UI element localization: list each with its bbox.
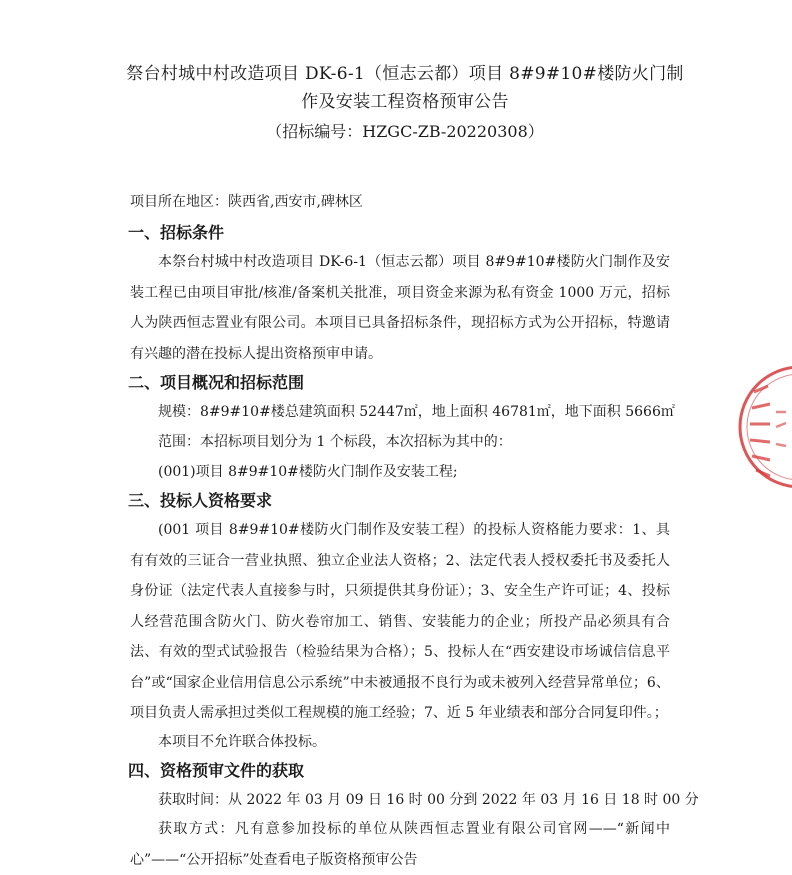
bidding-conditions-paragraph: 本祭台村城中村改造项目 DK-6-1（恒志云都）项目 8#9#10#楼防火门制作及安装工程已由项目审批/核准/备案机关批准，项目资金来源为私有资金 1000 万元，招标人为陕西恒志置业有限公司。本项目已具备招标条件，现招标方式为公开招标，特邀请有兴趣的潜在投标人提出资格预审申请。 bbox=[130, 254, 670, 362]
project-scale: 规模：8#9#10#楼总建筑面积 52447㎡，地上面积 46781㎡，地下面积 5666㎡ bbox=[158, 404, 675, 420]
project-region: 项目所在地区：陕西省,西安市,碑林区 bbox=[130, 194, 363, 210]
document-title: 祭台村城中村改造项目 DK-6-1（恒志云都）项目 8#9#10#楼防火门制作及安装工程资格预审公告 bbox=[126, 64, 684, 112]
section-heading-document-acquisition: 四、资格预审文件的获取 bbox=[128, 761, 305, 780]
tender-code: （招标编号：HZGC-ZB-20220308） bbox=[266, 122, 544, 141]
section-heading-bidding-conditions: 一、招标条件 bbox=[128, 223, 225, 242]
joint-bid-note: 本项目不允许联合体投标。 bbox=[158, 734, 326, 750]
acquisition-time: 获取时间：从 2022 年 03 月 09 日 16 时 00 分到 2022 年 03 月 16 日 18 时 00 分 bbox=[158, 792, 699, 808]
section-heading-project-overview: 二、项目概况和招标范围 bbox=[128, 373, 305, 392]
acquisition-method: 获取方式：凡有意参加投标的单位从陕西恒志置业有限公司官网——“新闻中心”——“公开招标”处查看电子版资格预审公告 bbox=[130, 821, 670, 868]
project-lot: (001)项目 8#9#10#楼防火门制作及安装工程; bbox=[158, 464, 458, 480]
bidder-qualifications-paragraph: (001 项目 8#9#10#楼防火门制作及安装工程）的投标人资格能力要求：1、具有有效的三证合一营业执照、独立企业法人资格；2、法定代表人授权委托书及委托人身份证（法定代表人直接参与时，只须提供其身份证）；3、安全生产许可证；4、投标人经营范围含防火门、防火卷帘加工、销售、安装能力的企业；所投产品必须具有合法、有效的型式试验报告（检验结果为合格）；5、投标人在“西安建设市场诚信信息平台”或“国家企业信用信息公示系统”中未被通报不良行为或未被列入经营异常单位；6、项目负责人需承担过类似工程规模的施工经验；7、近 5 年业绩表和部分合同复印件。； bbox=[130, 522, 670, 721]
section-heading-bidder-qualifications: 三、投标人资格要求 bbox=[128, 491, 273, 510]
company-seal-icon bbox=[732, 352, 792, 502]
project-scope: 范围：本招标项目划分为 1 个标段，本次招标为其中的： bbox=[158, 434, 512, 450]
